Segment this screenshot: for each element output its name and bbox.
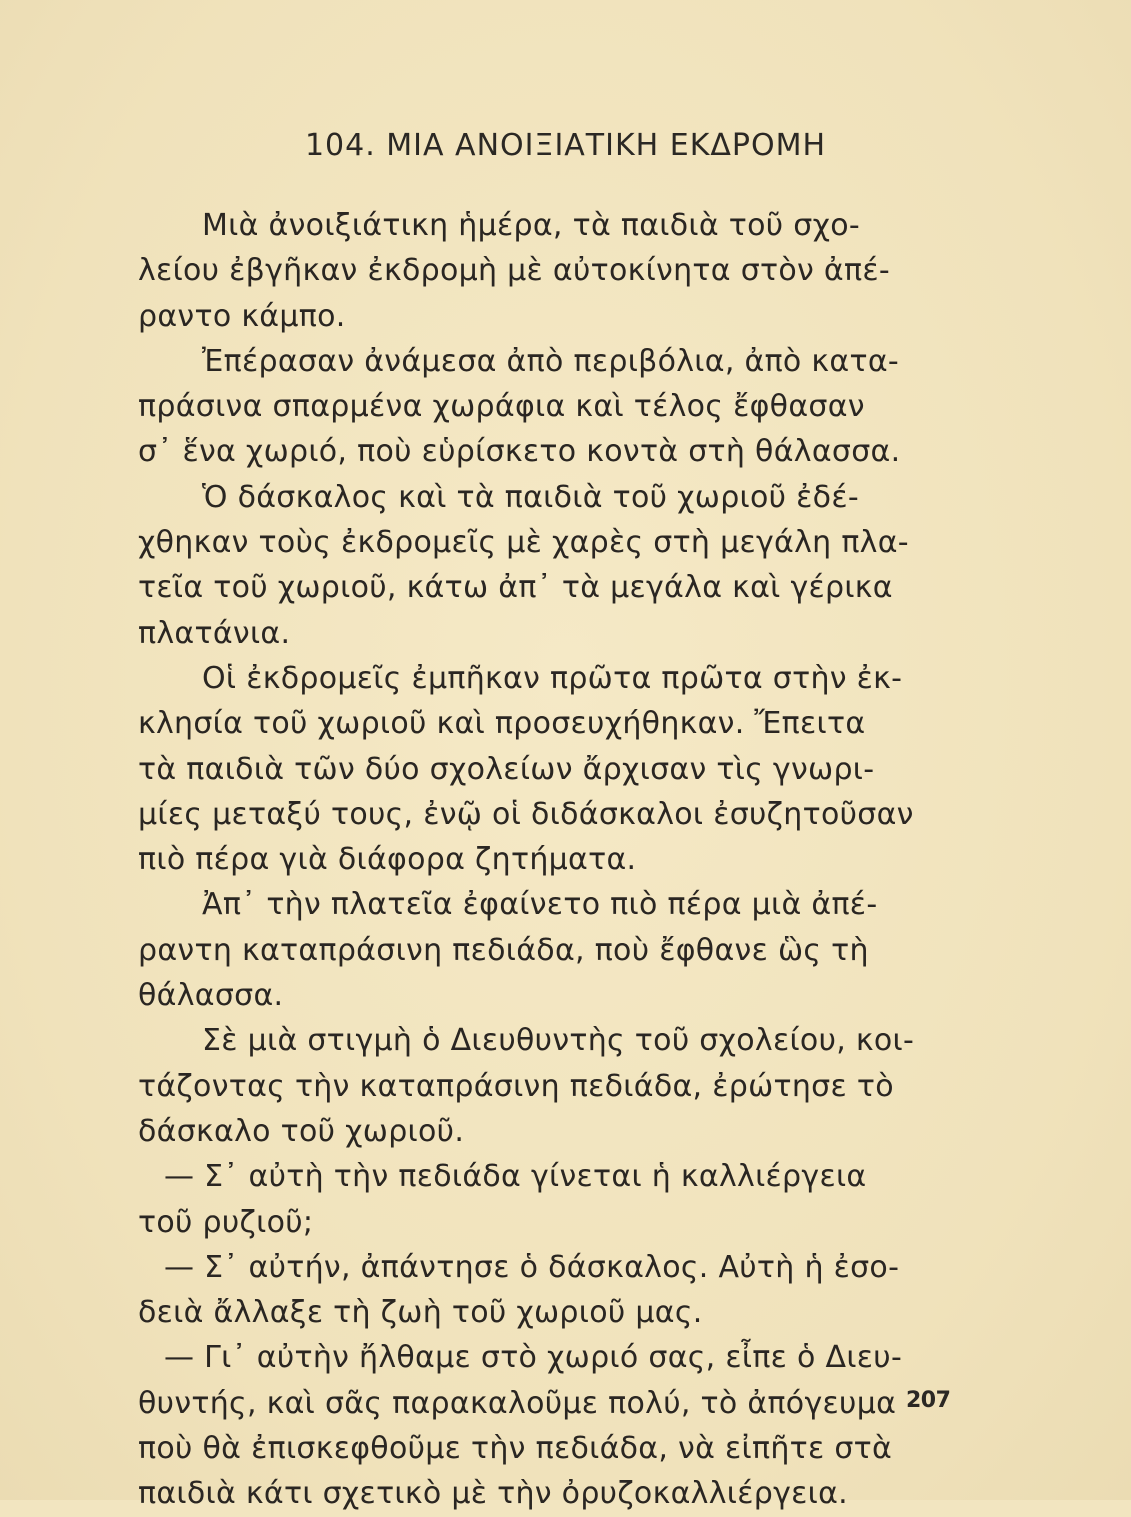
text-line: πράσινα σπαρμένα χωράφια καὶ τέλος ἔφθασαν xyxy=(138,389,865,425)
text-line: Ἐπέρασαν ἀνάμεσα ἀπὸ περιβόλια, ἀπὸ κατα- xyxy=(202,343,900,379)
text-line: Ἀπ᾿ τὴν πλατεῖα ἐφαίνετο πιὸ πέρα μιὰ ἀπέ- xyxy=(202,887,878,923)
text-line: τεῖα τοῦ χωριοῦ, κάτω ἀπ᾿ τὰ μεγάλα καὶ γέρικα xyxy=(138,570,893,606)
text-line: — Σ᾿ αὐτήν, ἀπάντησε ὁ δάσκαλος. Αὐτὴ ἡ ἐσο- xyxy=(164,1249,900,1285)
body-text xyxy=(138,203,968,1517)
text-line: ραντη καταπράσινη πεδιάδα, ποὺ ἔφθανε ὣς τὴ xyxy=(138,932,869,968)
text-line: Οἱ ἐκδρομεῖς ἐμπῆκαν πρῶτα πρῶτα στὴν ἐκ- xyxy=(202,660,903,696)
text-line: σ᾿ ἕνα χωριό, ποὺ εὑρίσκετο κοντὰ στὴ θάλασσα. xyxy=(138,434,901,470)
text-line: δειὰ ἄλλαξε τὴ ζωὴ τοῦ χωριοῦ μας. xyxy=(138,1295,703,1331)
text-line: τάζοντας τὴν καταπράσινη πεδιάδα, ἐρώτησε τὸ xyxy=(138,1068,894,1104)
text-line: Μιὰ ἀνοιξιάτικη ἡμέρα, τὰ παιδιὰ τοῦ σχο- xyxy=(202,208,861,243)
text-line: πλατάνια. xyxy=(138,615,291,651)
text-line: τοῦ ρυζιοῦ; xyxy=(138,1204,314,1240)
text-line: παιδιὰ κάτι σχετικὸ μὲ τὴν ὀρυζοκαλλιέργεια. xyxy=(138,1476,848,1512)
text-line: — Γι᾿ αὐτὴν ἤλθαμε στὸ χωριό σας, εἶπε ὁ Διευ- xyxy=(164,1340,903,1376)
text-line: θάλασσα. xyxy=(138,978,284,1014)
text-line: θυντής, καὶ σᾶς παρακαλοῦμε πολύ, τὸ ἀπόγευμα xyxy=(138,1385,897,1421)
text-line: χθηκαν τοὺς ἐκδρομεῖς μὲ χαρὲς στὴ μεγάλη πλα- xyxy=(138,525,909,561)
chapter-title: 104. ΜΙΑ ΑΝΟΙΞΙΑΤΙΚΗ ΕΚΔΡΟΜΗ xyxy=(304,128,827,163)
text-line: Σὲ μιὰ στιγμὴ ὁ Διευθυντὴς τοῦ σχολείου, κοι- xyxy=(202,1023,915,1059)
text-line: κλησία τοῦ χωριοῦ καὶ προσευχήθηκαν. Ἔπειτα xyxy=(138,706,866,742)
text-line: ραντο κάμπο. xyxy=(138,298,346,334)
text-line: — Σ᾿ αὐτὴ τὴν πεδιάδα γίνεται ἡ καλλιέργεια xyxy=(164,1159,867,1195)
page-number: 207 xyxy=(906,1388,951,1413)
text-line: μίες μεταξύ τους, ἐνῷ οἱ διδάσκαλοι ἐσυζητοῦσαν xyxy=(138,796,914,832)
text-line: Ὁ δάσκαλος καὶ τὰ παιδιὰ τοῦ χωριοῦ ἐδέ- xyxy=(202,479,859,515)
text-line: τὰ παιδιὰ τῶν δύο σχολείων ἄρχισαν τὶς γνωρι- xyxy=(138,751,875,787)
text-line: ποὺ θὰ ἐπισκεφθοῦμε τὴν πεδιάδα, νὰ εἰπῆτε στὰ xyxy=(138,1431,893,1467)
text-line: λείου ἐβγῆκαν ἐκδρομὴ μὲ αὐτοκίνητα στὸν ἀπέ- xyxy=(138,253,891,289)
text-line: δάσκαλο τοῦ χωριοῦ. xyxy=(138,1113,465,1149)
text-line: πιὸ πέρα γιὰ διάφορα ζητήματα. xyxy=(138,842,637,878)
